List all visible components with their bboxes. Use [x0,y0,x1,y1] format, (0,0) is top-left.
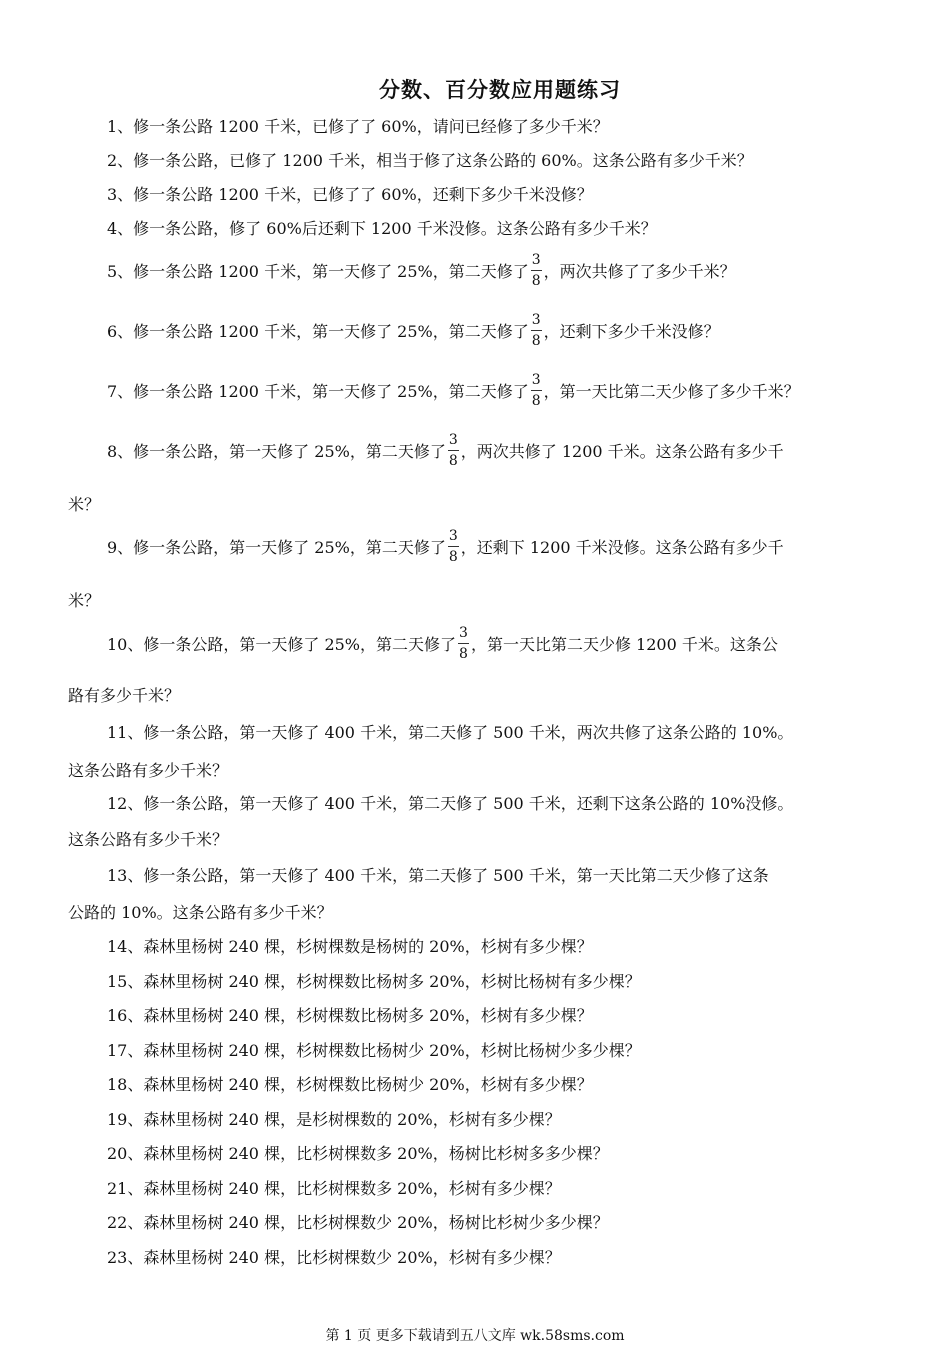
fraction-three-eighths: $\frac{3}{8}$ [448,432,458,469]
document-page: 分数、百分数应用题练习 1、修一条公路 1200 千米，已修了了 60%，请问已经修了多少千米？ 2、修一条公路，已修了 1200 千米，相当于修了这条公路的 60%。这条公路有多少千米？ 3、修一条公路 1200 千米，已修了了 60%，还剩下多少千米没修？ 4、修一条公路，修了 60%后还剩下 1200 千米没修。这条公路有多少千米？ 5、修一条公路 1200 千米，第一天修了 25%，第二天修了 $\frac{3}{8}$ ，两次共修了了多少千米？ 6、修一条公路 1200 千米，第一天修了 25%，第二天修了 $\frac{3}{8}$ ，还剩下多少千米没修？ 7、修一条公路 1200 千米，第一天修了 25%，第二天修了 $\frac{3}{8}$ ，第一天比第二天少修了多少千米？ 8、修一条公路，第一天修了 25%，第二天修了 $\frac{3}{8}$ ，两次共修了 1200 千米。这条公路有多少千 米？ 9、修一条公路，第一天修了 25%，第二天修了 $\frac{3}{8}$ ，还剩下 1200 千米没修。这条公路有多少千 米？ 10、修一条公路，第一天修了 25%，第二天修了 $\frac{3}{8}$ ，第一天比第二天少修 1200 千米。这条公 路有多少千米？ 11、修一条公路，第一天修了 400 千米，第二天修了 500 千米，两次共修了这条公路的 10%。 这条公路有多少千米？ 12、修一条公路，第一天修了 400 千米，第二天修了 500 千米，还剩下这条公路的 10%没修。 这条公路有多少千米？ 13、修一条公路，第一天修了 400 千米，第二天修了 500 千米，第一天比第二天少修了这条 公路的 10%。这条公路有多少千米？ 14、森林里杨树 240 棵，杉树棵数是杨树的 20%，杉树有多少棵？ 15、森林里杨树 240 棵，杉树棵数比杨树多 20%，杉树比杨树有多少棵？ 16、森林里杨树 240 棵，杉树棵数比杨树多 20%，杉树有多少棵？ 17、森林里杨树 240 棵，杉树棵数比杨树少 20%，杉树比杨树少多少棵？ 18、森林里杨树 240 棵，杉树棵数比杨树少 20%，杉树有多少棵？ 19、森林里杨树 240 棵，是杉树棵数的 20%，杉树有多少棵？ 20、森林里杨树 240 棵，比杉树棵数多 20%，杨树比杉树多多少棵？ 21、森林里杨树 240 棵，比杉树棵数多 20%，杉树有多少棵？ 22、森林里杨树 240 棵，比杉树棵数少 20%，杨树比杉树少多少棵？ 23、森林里杨树 240 棵，比杉树棵数少 20%，杉树有多少棵？ 第 1 页 更多下载请到五八文库 wk.58sms.com [0,0,950,1344]
fraction-three-eighths: $\frac{3}{8}$ [531,252,541,289]
fraction-three-eighths: $\frac{3}{8}$ [531,312,541,349]
fraction-three-eighths: $\frac{3}{8}$ [448,528,458,565]
fraction-three-eighths: $\frac{3}{8}$ [459,625,468,662]
fraction-three-eighths: $\frac{3}{8}$ [531,372,541,409]
page-footer: 第 1 页 更多下载请到五八文库 wk.58sms.com [325,1328,625,1344]
page-title: 分数、百分数应用题练习 [379,78,621,102]
